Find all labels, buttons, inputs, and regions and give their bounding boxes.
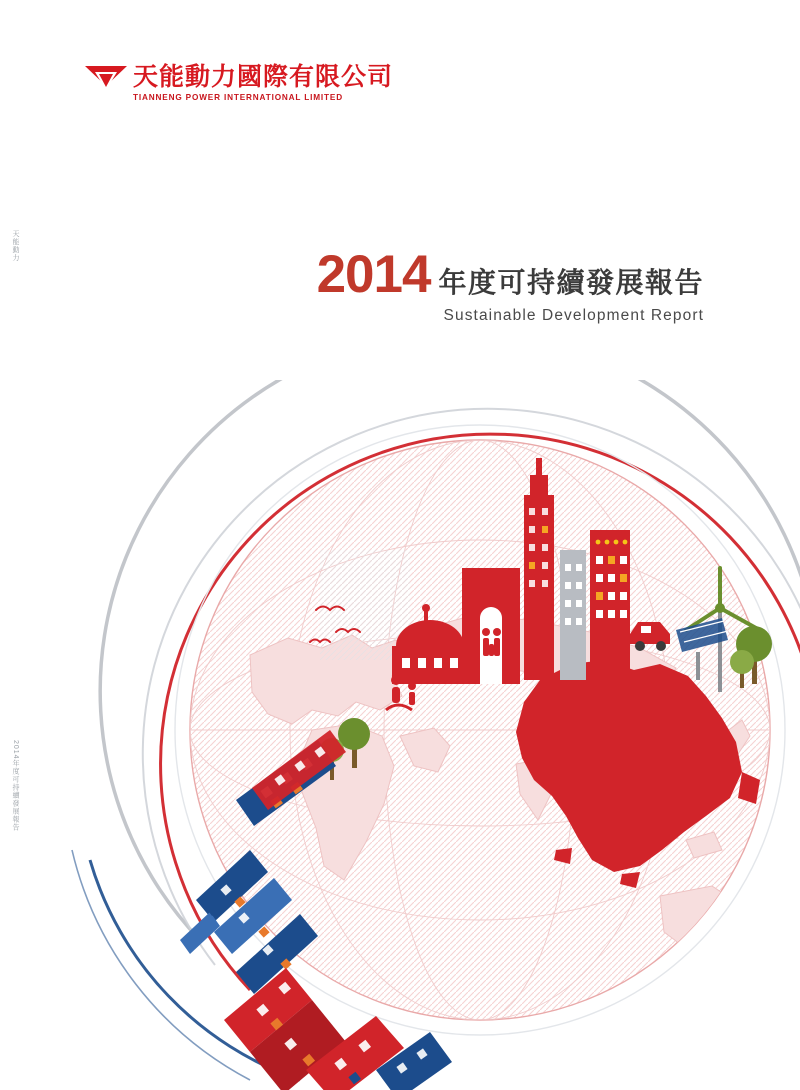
side-note-top: 天能動力: [12, 230, 19, 262]
company-logo: [85, 62, 393, 104]
report-title-cn: 年度可持續發展報告: [438, 266, 704, 299]
cover-title: [316, 245, 704, 325]
cover-artwork: [0, 380, 800, 1090]
report-year: 2014: [316, 245, 431, 304]
grey-tower: [560, 550, 586, 680]
company-name-en: TIANNENG POWER INTERNATIONAL LIMITED: [133, 93, 343, 102]
company-name-cn: 天能動力國際有限公司: [133, 62, 394, 91]
arch-monument: [462, 568, 520, 684]
report-title-en: Sustainable Development Report: [443, 307, 704, 324]
tianneng-chevron-logo-icon: [85, 62, 127, 104]
title-main-row: [316, 245, 704, 304]
red-block-building: [590, 530, 630, 682]
side-note-bottom: 2014年度可持續發展報告: [12, 740, 19, 832]
logo-text: [133, 62, 393, 102]
